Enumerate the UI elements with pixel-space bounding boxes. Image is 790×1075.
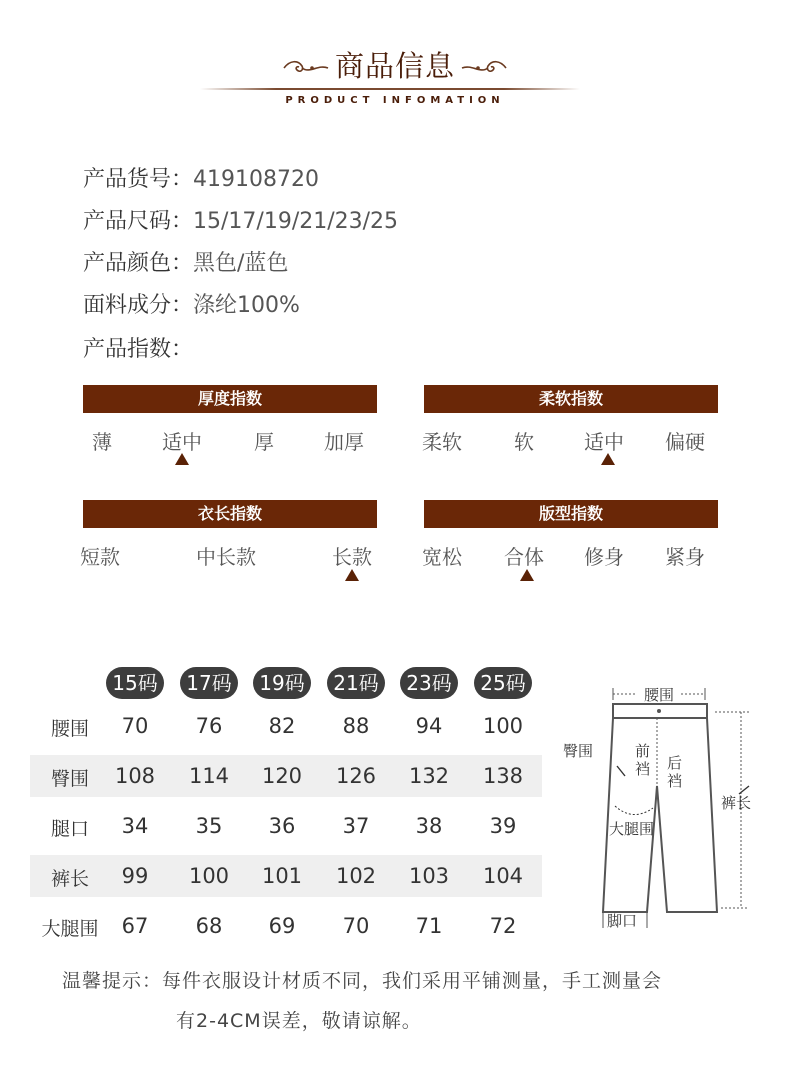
size-header-21: 21码 [327,667,385,699]
page-title: 商品信息 [334,49,455,83]
table-cell: 39 [489,814,517,838]
length-option-short: 短款 [80,545,120,569]
tip-line-1: 温馨提示：每件衣服设计材质不同，我们采用平铺测量，手工测量会 [62,970,663,992]
info-item-color [83,248,288,280]
table-cell: 102 [335,864,377,888]
table-cell: 120 [261,764,303,788]
info-value: 15/17/19/21/23/25 [193,209,399,234]
button-icon [657,709,661,713]
table-cell: 70 [121,714,149,738]
info-item-number [83,164,319,196]
length-index-bar: 衣长指数 [83,500,377,528]
table-cell: 36 [268,814,296,838]
table-cell: 68 [195,914,223,938]
front-rise-char-1: 前 [635,742,651,760]
info-label: 产品颜色： [83,251,194,276]
fit-option-tight: 紧身 [665,545,705,569]
size-header-25: 25码 [474,667,532,699]
diagram-label-length: 裤长 [721,794,752,812]
tip-line-2: 有2-4CM误差，敬请谅解。 [176,1010,422,1032]
thickness-option-extra-thick: 加厚 [324,430,364,454]
softness-selected-marker-icon [601,453,615,465]
fit-option-slim: 修身 [584,545,624,569]
fit-option-regular: 合体 [504,545,544,569]
softness-option-soft: 柔软 [422,430,462,454]
size-header-19: 19码 [253,667,311,699]
diagram-label-hem: 脚口 [607,912,638,930]
row-label-hip: 臀围 [50,768,89,790]
thigh-measure-arc [615,806,653,815]
info-label: 产品货号： [83,167,194,192]
fit-option-loose: 宽松 [422,545,462,569]
info-value: 419108720 [193,167,319,192]
table-cell: 82 [268,714,296,738]
table-cell: 132 [408,764,450,788]
table-cell: 114 [188,764,230,788]
thickness-option-thick: 厚 [254,430,274,454]
diagram-label-back-rise [667,754,682,790]
row-label-thigh: 大腿围 [41,918,99,940]
info-item-size [83,206,398,238]
table-cell: 101 [261,864,303,888]
size-header-17: 17码 [180,667,238,699]
length-option-long: 长款 [332,545,372,569]
page-subtitle: PRODUCT INFOMATION [285,95,505,106]
table-cell: 34 [121,814,149,838]
table-cell: 69 [268,914,296,938]
info-item-index [83,334,193,366]
size-header-15: 15码 [106,667,164,699]
back-rise-char-1: 后 [667,754,683,772]
hip-arrow-icon [617,766,625,776]
info-label: 产品尺码： [83,209,194,234]
table-cell: 108 [114,764,156,788]
thickness-index-bar: 厚度指数 [83,385,377,413]
length-selected-marker-icon [345,569,359,581]
back-rise-char-2: 裆 [667,772,683,790]
info-value: 涤纶100% [193,293,300,318]
row-label-length: 裤长 [50,868,89,890]
diagram-label-front-rise [635,742,650,778]
table-cell: 37 [342,814,370,838]
length-option-mid: 中长款 [196,545,256,569]
table-cell: 35 [195,814,223,838]
info-label: 面料成分： [83,293,194,318]
softness-index-bar: 柔软指数 [424,385,718,413]
softness-option-medium: 适中 [584,430,624,454]
softness-option-slightly-soft: 软 [514,430,534,454]
table-cell: 100 [482,714,524,738]
fit-index-bar: 版型指数 [424,500,718,528]
table-cell: 100 [188,864,230,888]
thickness-option-medium: 适中 [162,430,202,454]
diagram-label-waist: 腰围 [643,686,675,704]
table-cell: 67 [121,914,149,938]
table-cell: 99 [121,864,149,888]
fit-selected-marker-icon [520,569,534,581]
table-cell: 72 [489,914,517,938]
table-cell: 94 [415,714,443,738]
table-cell: 104 [482,864,524,888]
table-cell: 71 [415,914,443,938]
pants-diagram [555,676,765,936]
pants-outline [603,704,717,912]
table-cell: 76 [195,714,223,738]
info-value: 黑色/蓝色 [193,251,289,276]
thickness-option-thin: 薄 [92,430,112,454]
thickness-selected-marker-icon [175,453,189,465]
row-label-leg-opening: 腿口 [50,818,89,840]
title-divider [200,88,580,90]
softness-option-stiff: 偏硬 [665,430,705,454]
table-cell: 138 [482,764,524,788]
table-cell: 88 [342,714,370,738]
size-header-23: 23码 [400,667,458,699]
front-rise-char-2: 裆 [635,760,651,778]
table-cell: 38 [415,814,443,838]
info-item-fabric [83,290,300,322]
table-cell: 103 [408,864,450,888]
diagram-label-hip: 臀围 [563,742,594,760]
row-label-waist: 腰围 [50,718,89,740]
table-cell: 126 [335,764,377,788]
ornament-left-icon [282,58,330,78]
ornament-right-icon [460,58,508,78]
table-cell: 70 [342,914,370,938]
diagram-label-thigh: 大腿围 [609,820,655,838]
info-label: 产品指数： [83,337,194,362]
